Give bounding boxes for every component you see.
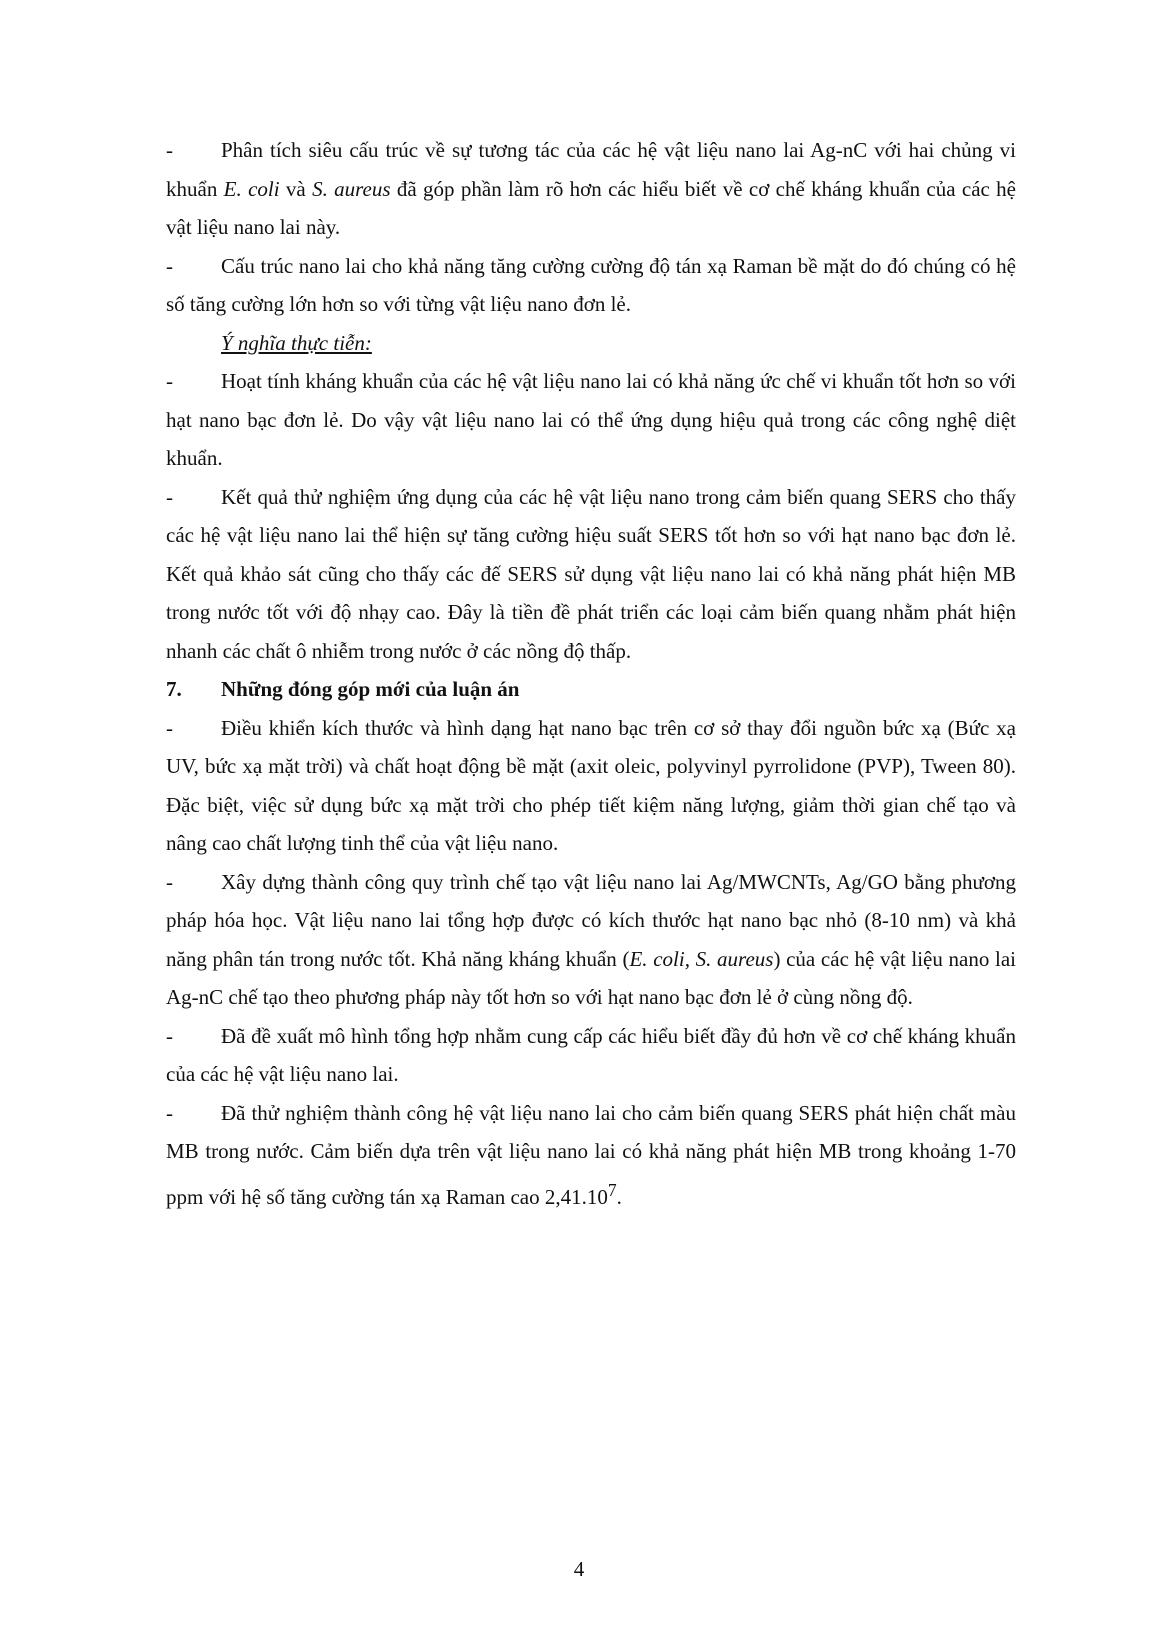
theory-paragraph-2 (166, 247, 1016, 324)
theory-paragraph-1 (166, 131, 1016, 247)
text-run: Cấu trúc nano lai cho khả năng tăng cường cường độ tán xạ Raman bề mặt do đó chúng có hệ số tăng cường lớn hơn so với từng vật liệu nano đơn lẻ. (166, 253, 1016, 316)
text-run: Kết quả thử nghiệm ứng dụng của các hệ vật liệu nano trong cảm biến quang SERS cho thấy các hệ vật liệu nano lai thể hiện sự tăng cường hiệu suất SERS tốt hơn so với hạt nano bạc đơn lẻ. Kết quả khảo sát cũng cho thấy các đế SERS sử dụng vật liệu nano lai có khả năng phát hiện MB trong nước tốt với độ nhạy cao. Đây là tiền đề phát triển các loại cảm biến quang nhằm phát hiện nhanh các chất ô nhiễm trong nước ở các nồng độ thấp. (166, 484, 1016, 663)
text-run: . (616, 1184, 622, 1209)
bullet-dash: - (166, 369, 173, 393)
contribution-paragraph-3 (166, 1017, 1016, 1094)
text-run: và (279, 176, 313, 201)
species-name: E. coli (223, 176, 280, 201)
text-run: đã góp phần làm rõ hơn các hiểu biết về cơ chế kháng khuẩn của các hệ vật liệu nano lai này. (166, 176, 1017, 239)
bullet-dash: - (166, 138, 173, 162)
species-name: E. coli, S. aureus (629, 946, 774, 971)
practical-paragraph-1 (166, 362, 1016, 478)
section-title: Những đóng góp mới của luận án (221, 677, 520, 701)
text-run: Đã thử nghiệm thành công hệ vật liệu nano lai cho cảm biến quang SERS phát hiện chất màu MB trong nước. Cảm biến dựa trên vật liệu nano lai có khả năng phát hiện MB trong khoảng 1-70 ppm với hệ số tăng cường tán xạ Raman cao 2,41.10 (166, 1100, 1016, 1209)
bullet-dash: - (166, 1100, 173, 1125)
species-name: S. aureus (312, 176, 391, 201)
bullet-dash: - (166, 1023, 173, 1048)
bullet-dash: - (166, 869, 173, 894)
contribution-paragraph-2 (166, 863, 1016, 1017)
practical-paragraph-2 (166, 478, 1016, 671)
text-run: ) của các hệ vật liệu nano lai Ag-nC chế tạo theo phương pháp này tốt hơn so với hạt nano bạc đơn lẻ ở cùng nồng độ. (166, 946, 1017, 1009)
bullet-dash: - (166, 715, 173, 740)
bullet-dash: - (166, 484, 173, 509)
contribution-paragraph-1 (166, 709, 1016, 863)
section-heading (166, 670, 1016, 709)
text-run: Điều khiển kích thước và hình dạng hạt nano bạc trên cơ sở thay đổi nguồn bức xạ (Bức xạ UV, bức xạ mặt trời) và chất hoạt động bề mặt (axit oleic, polyvinyl pyrrolidone (PVP), Tween 80). Đặc biệt, việc sử dụng bức xạ mặt trời cho phép tiết kiệm năng lượng, giảm thời gian chế tạo và nâng cao chất lượng tinh thể của vật liệu nano. (166, 715, 1016, 855)
text-run: Xây dựng thành công quy trình chế tạo vật liệu nano lai Ag/MWCNTs, Ag/GO bằng phương pháp hóa học. Vật liệu nano lai tổng hợp được có kích thước hạt nano bạc nhỏ (8-10 nm) và khả năng phân tán trong nước tốt. Khả năng kháng khuẩn ( (166, 869, 1016, 971)
text-run: Phân tích siêu cấu trúc về sự tương tác của các hệ vật liệu nano lai Ag-nC với hai chủng vi khuẩn (166, 138, 1016, 201)
text-run: Đã đề xuất mô hình tổng hợp nhằm cung cấp các hiểu biết đầy đủ hơn về cơ chế kháng khuẩn của các hệ vật liệu nano lai. (166, 1023, 1016, 1086)
bullet-dash: - (166, 253, 173, 278)
section-number: 7. (166, 677, 182, 701)
contribution-paragraph-4 (166, 1094, 1016, 1217)
document-body (166, 131, 1016, 1216)
text-run: Hoạt tính kháng khuẩn của các hệ vật liệu nano lai có khả năng ức chế vi khuẩn tốt hơn so với hạt nano bạc đơn lẻ. Do vậy vật liệu nano lai có thể ứng dụng hiệu quả trong các công nghệ diệt khuẩn. (166, 369, 1016, 470)
practical-significance-heading: Ý nghĩa thực tiễn: (221, 330, 372, 355)
superscript-exponent: 7 (607, 1179, 617, 1200)
page-number: 4 (573, 1557, 585, 1581)
